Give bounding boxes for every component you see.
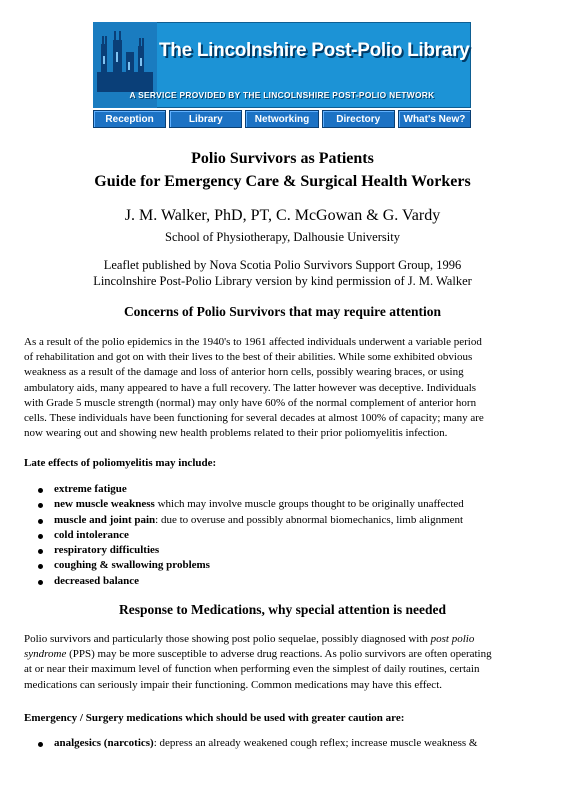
- list-item-term: cold intolerance: [54, 528, 129, 541]
- list-item-term: extreme fatigue: [54, 483, 127, 495]
- site-subtitle: A SERVICE PROVIDED BY THE LINCOLNSHIRE POST-POLIO NETWORK: [129, 90, 435, 100]
- paragraph-line: medications can seriously impair their functioning. Common medications may have this effect.: [24, 678, 442, 691]
- list-item-term: muscle and joint pain: [54, 513, 156, 526]
- affiliation: School of Physiotherapy, Dalhousie University: [165, 230, 400, 244]
- authors: J. M. Walker, PhD, PT, C. McGowan & G. Vardy: [124, 207, 441, 224]
- paragraph-line: weakness as a result of the damage and loss of anterior horn cells, possibly wearing braces, or using: [24, 366, 464, 379]
- paragraph-line: at or near their maximum level of function when performing even the simplest of daily routines, certain: [24, 663, 480, 676]
- paragraph-line: [24, 632, 544, 647]
- paragraph-emphasis: syndrome: [24, 648, 67, 661]
- nav-reception-button[interactable]: Reception: [93, 110, 166, 128]
- nav-directory-button[interactable]: Directory: [322, 110, 395, 128]
- list-item-term: decreased balance: [54, 574, 140, 587]
- paragraph-text: Polio survivors and particularly those showing post polio sequelae, possibly diagnosed with: [24, 633, 431, 645]
- paragraph-line: As a result of the polio epidemics in the 1940's to 1961 affected individuals underwent a variable period: [24, 336, 482, 348]
- paragraph-line: now wearing out and showing new health problems related to their prior poliomyelitis infection.: [24, 427, 448, 440]
- list-item-term: coughing & swallowing problems: [54, 559, 210, 572]
- medications-list-heading: Emergency / Surgery medications which should be used with greater caution are:: [24, 712, 405, 724]
- medications-list: [36, 736, 477, 751]
- section-heading-medications: Response to Medications, why special attention is needed: [119, 602, 446, 617]
- list-item-text: : depress an already weakened cough reflex; increase muscle weakness &: [153, 737, 478, 749]
- nav-networking-button[interactable]: Networking: [245, 110, 318, 128]
- concerns-paragraph: [24, 335, 544, 441]
- paragraph-emphasis: post polio: [430, 633, 475, 645]
- list-item: [36, 482, 464, 497]
- paragraph-text: (PPS) may be more susceptible to adverse drug reactions. As polio survivors are often operating: [66, 648, 492, 661]
- paragraph-line: with Grade 5 muscle strength (normal) may only have 60% of the normal complement of anterior horn: [24, 396, 477, 409]
- late-effects-heading: Late effects of poliomyelitis may include:: [24, 457, 217, 469]
- nav-library-button[interactable]: Library: [169, 110, 242, 128]
- publication-note-line2: Lincolnshire Post-Polio Library version by kind permission of J. M. Walker: [93, 274, 472, 288]
- list-item: [36, 513, 464, 528]
- list-item-text: : due to overuse and possibly abnormal biomechanics, limb alignment: [155, 513, 464, 526]
- list-item-term: new muscle weakness: [54, 498, 155, 511]
- medications-paragraph: [24, 632, 544, 693]
- list-item: [36, 558, 464, 573]
- list-item-term: respiratory difficulties: [54, 544, 160, 557]
- publication-note-line1: Leaflet published by Nova Scotia Polio Survivors Support Group, 1996: [103, 258, 462, 272]
- site-banner[interactable]: [93, 22, 471, 108]
- list-item: [36, 543, 464, 558]
- nav-bar: [93, 110, 471, 128]
- list-item: [36, 497, 464, 512]
- page-title-line1: Polio Survivors as Patients: [191, 150, 374, 167]
- page-title-line2: Guide for Emergency Care & Surgical Health Workers: [94, 173, 471, 190]
- paragraph-line: cells. These individuals have been functioning for several decades at almost 100% of capacity; many are: [24, 412, 484, 425]
- paragraph-line: [24, 647, 544, 662]
- list-item: [36, 736, 477, 751]
- paragraph-line: ambulatory aids, many appeared to have a full recovery. The latter however was deceptive. Individuals: [24, 381, 477, 394]
- section-heading-concerns: Concerns of Polio Survivors that may require attention: [123, 304, 442, 319]
- paragraph-line: of rehabilitation and got on with their lives to the best of their abilities. While some exhibited obvious: [24, 351, 473, 364]
- late-effects-list: [36, 482, 464, 589]
- list-item: [36, 528, 464, 543]
- list-item-term: analgesics (narcotics): [54, 737, 154, 749]
- nav-whats-new-button[interactable]: What's New?: [398, 110, 471, 128]
- list-item: [36, 574, 464, 589]
- site-title: The Lincolnshire Post-Polio Library: [159, 40, 470, 61]
- list-item-text: which may involve muscle groups thought to be originally unaffected: [154, 498, 464, 511]
